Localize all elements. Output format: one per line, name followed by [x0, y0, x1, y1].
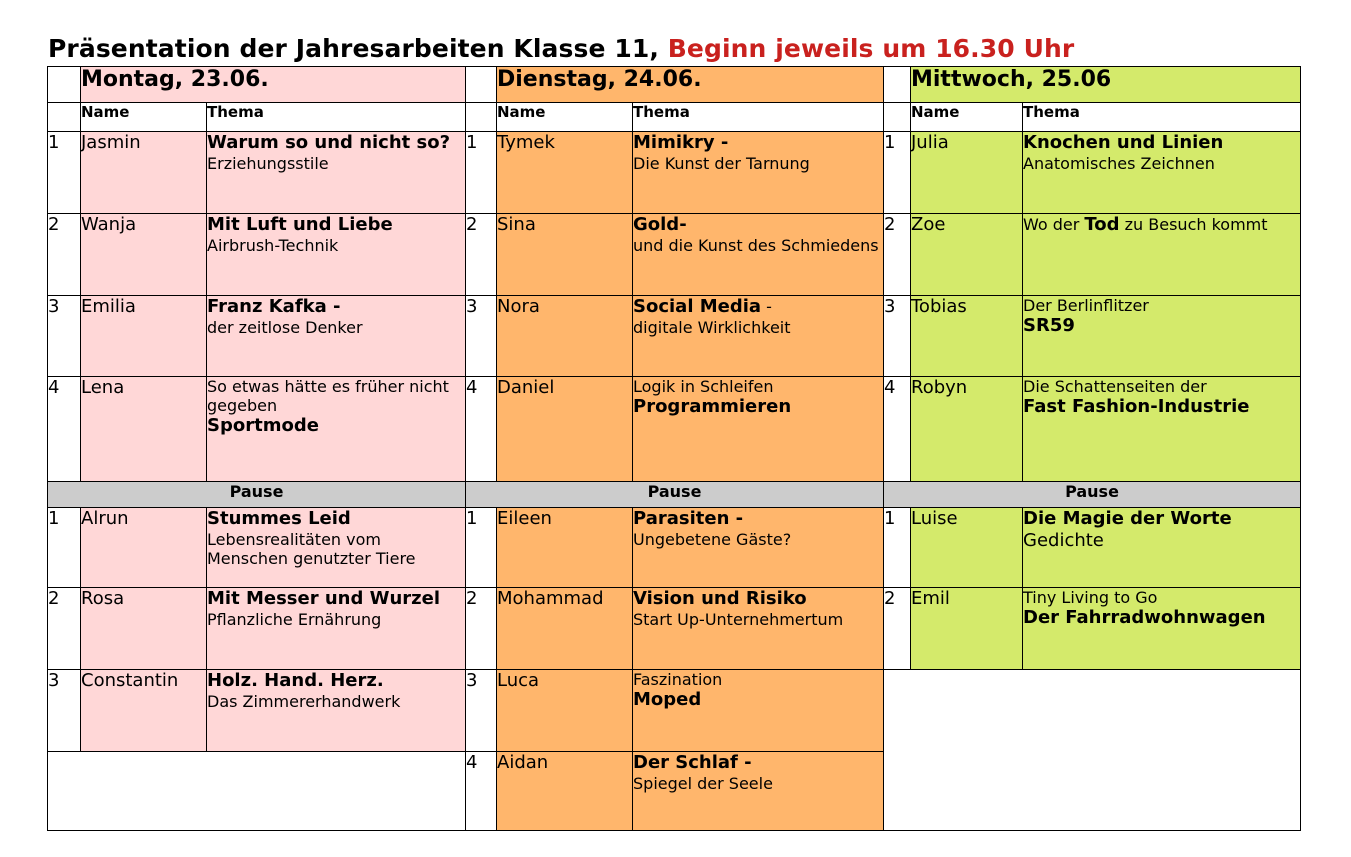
slot-number: 3 — [48, 670, 81, 752]
presenter-name: Robyn — [911, 377, 1023, 482]
day-header-wednesday: Mittwoch, 25.06 — [911, 67, 1301, 103]
slot-number: 2 — [884, 214, 911, 296]
page-title — [48, 34, 1074, 63]
slot-number: 3 — [884, 296, 911, 377]
presentation-topic: Stummes Leid Lebensrealitäten vom Menschen genutzter Tiere — [207, 508, 466, 588]
presenter-name: Emil — [911, 588, 1023, 670]
slot-number: 1 — [466, 132, 497, 214]
slot-number: 3 — [48, 296, 81, 377]
presenter-name: Luise — [911, 508, 1023, 588]
column-header-topic: Thema — [633, 103, 884, 132]
slot-number: 4 — [466, 377, 497, 482]
table-row — [48, 377, 1301, 482]
title-main: Präsentation der Jahresarbeiten Klasse 11, — [48, 34, 659, 63]
presentation-topic: So etwas hätte es früher nicht gegeben Sportmode — [207, 377, 466, 482]
presenter-name: Julia — [911, 132, 1023, 214]
presenter-name: Luca — [497, 670, 633, 752]
table-row — [48, 132, 1301, 214]
presenter-name: Mohammad — [497, 588, 633, 670]
table-row — [48, 670, 1301, 752]
slot-number: 2 — [466, 214, 497, 296]
presentation-topic: Warum so und nicht so? Erziehungsstile — [207, 132, 466, 214]
slot-number: 1 — [48, 508, 81, 588]
presenter-name: Sina — [497, 214, 633, 296]
presenter-name: Daniel — [497, 377, 633, 482]
slot-number: 3 — [466, 670, 497, 752]
presenter-name: Eileen — [497, 508, 633, 588]
slot-number: 1 — [466, 508, 497, 588]
table-row — [48, 214, 1301, 296]
presenter-name: Alrun — [81, 508, 207, 588]
presentation-topic: Mit Luft und Liebe Airbrush-Technik — [207, 214, 466, 296]
presentation-topic: Tiny Living to Go Der Fahrradwohnwagen — [1023, 588, 1301, 670]
table-row — [48, 296, 1301, 377]
table-row — [48, 588, 1301, 670]
slot-number: 4 — [884, 377, 911, 482]
day-header-tuesday: Dienstag, 24.06. — [497, 67, 884, 103]
column-header-topic: Thema — [207, 103, 466, 132]
column-header-name: Name — [911, 103, 1023, 132]
presenter-name: Nora — [497, 296, 633, 377]
slot-number: 2 — [48, 588, 81, 670]
presenter-name: Tymek — [497, 132, 633, 214]
column-header-topic: Thema — [1023, 103, 1301, 132]
column-header-row — [48, 103, 1301, 132]
presentation-topic: Wo der Tod zu Besuch kommt — [1023, 214, 1301, 296]
slot-number: 3 — [466, 296, 497, 377]
presenter-name: Wanja — [81, 214, 207, 296]
presenter-name: Tobias — [911, 296, 1023, 377]
schedule-table — [47, 66, 1301, 831]
presentation-topic: Faszination Moped — [633, 670, 884, 752]
presenter-name: Emilia — [81, 296, 207, 377]
presentation-topic: Knochen und Linien Anatomisches Zeichnen — [1023, 132, 1301, 214]
presenter-name: Constantin — [81, 670, 207, 752]
presentation-topic: Social Media - digitale Wirklichkeit — [633, 296, 884, 377]
presenter-name: Rosa — [81, 588, 207, 670]
empty-cell — [48, 752, 466, 831]
presentation-topic: Gold- und die Kunst des Schmiedens — [633, 214, 884, 296]
presenter-name: Jasmin — [81, 132, 207, 214]
day-header-row — [48, 67, 1301, 103]
slot-number: 1 — [48, 132, 81, 214]
presenter-name: Aidan — [497, 752, 633, 831]
slot-number: 2 — [884, 588, 911, 670]
presentation-topic: Parasiten - Ungebetene Gäste? — [633, 508, 884, 588]
table-row — [48, 508, 1301, 588]
presenter-name: Lena — [81, 377, 207, 482]
pause-label: Pause — [48, 482, 466, 508]
presentation-topic: Holz. Hand. Herz. Das Zimmererhandwerk — [207, 670, 466, 752]
presentation-topic: Der Berlinflitzer SR59 — [1023, 296, 1301, 377]
pause-label: Pause — [884, 482, 1301, 508]
column-header-name: Name — [497, 103, 633, 132]
presentation-topic: Mimikry - Die Kunst der Tarnung — [633, 132, 884, 214]
empty-cell — [884, 670, 1301, 831]
presentation-topic: Die Schattenseiten der Fast Fashion-Industrie — [1023, 377, 1301, 482]
slot-number: 1 — [884, 508, 911, 588]
slot-number: 2 — [466, 588, 497, 670]
presentation-topic: Vision und Risiko Start Up-Unternehmertum — [633, 588, 884, 670]
presentation-topic: Die Magie der Worte Gedichte — [1023, 508, 1301, 588]
pause-label: Pause — [466, 482, 884, 508]
title-accent: Beginn jeweils um 16.30 Uhr — [667, 34, 1075, 63]
slot-number: 1 — [884, 132, 911, 214]
presentation-topic: Logik in Schleifen Programmieren — [633, 377, 884, 482]
presentation-topic: Mit Messer und Wurzel Pflanzliche Ernährung — [207, 588, 466, 670]
presenter-name: Zoe — [911, 214, 1023, 296]
day-header-monday: Montag, 23.06. — [81, 67, 466, 103]
slot-number: 4 — [48, 377, 81, 482]
presentation-topic: Der Schlaf - Spiegel der Seele — [633, 752, 884, 831]
presentation-topic: Franz Kafka - der zeitlose Denker — [207, 296, 466, 377]
slot-number: 2 — [48, 214, 81, 296]
column-header-name: Name — [81, 103, 207, 132]
pause-row — [48, 482, 1301, 508]
slot-number: 4 — [466, 752, 497, 831]
